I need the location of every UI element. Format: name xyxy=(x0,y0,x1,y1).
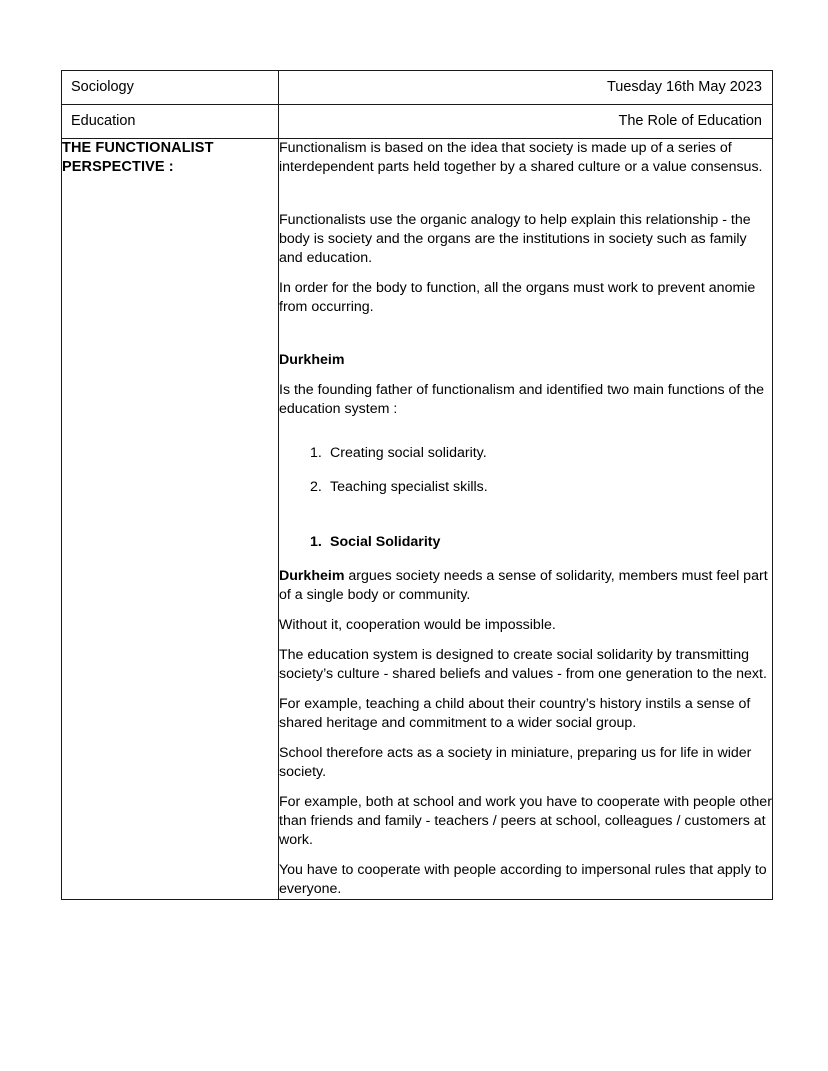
heading-durkheim: Durkheim xyxy=(279,352,345,368)
topic-cell xyxy=(62,105,279,139)
list-item-label: Creating social solidarity. xyxy=(330,445,487,461)
paragraph-example-cooperation: For example, both at school and work you have to cooperate with people other than friends and family - teachers / peers at school, colleagues / customers at work. xyxy=(279,794,772,848)
table-row-subject-date xyxy=(62,71,773,105)
list-marker: 1. xyxy=(310,445,322,461)
table-row-topic-title xyxy=(62,105,773,139)
lesson-title-cell xyxy=(279,105,773,139)
subheading-marker: 1. xyxy=(310,534,322,550)
paragraph-durkheim-functions-intro: Is the founding father of functionalism and identified two main functions of the education system : xyxy=(279,382,765,417)
subject-label: Sociology xyxy=(71,79,134,95)
paragraph-impersonal-rules: You have to cooperate with people according to impersonal rules that apply to everyone. xyxy=(279,862,767,897)
subsection-spacer xyxy=(279,497,772,533)
functions-list xyxy=(279,444,772,497)
lesson-notes-table xyxy=(61,70,773,900)
paragraph-society-in-miniature: School therefore acts as a society in miniature, preparing us for life in wider society. xyxy=(279,745,752,780)
paragraph-durkheim-solidarity-rest: argues society needs a sense of solidarity, members must feel part of a single body or community. xyxy=(279,568,768,603)
date-cell xyxy=(279,71,773,105)
list-item xyxy=(279,444,772,463)
list-item-label: Teaching specialist skills. xyxy=(330,479,488,495)
list-marker: 2. xyxy=(310,479,322,495)
paragraph-functionalism-definition: Functionalism is based on the idea that society is made up of a series of interdependent parts held together by a shared culture or a value consensus. xyxy=(279,140,763,175)
date-label: Tuesday 16th May 2023 xyxy=(606,79,762,95)
list-item xyxy=(279,478,772,497)
lesson-title-label: The Role of Education xyxy=(618,113,762,129)
inline-bold-durkheim: Durkheim xyxy=(279,568,345,584)
paragraph-example-history: For example, teaching a child about their country’s history instils a sense of shared heritage and commitment to a wider social group. xyxy=(279,696,751,731)
topic-label: Education xyxy=(71,113,136,129)
section-title-cell xyxy=(62,139,279,900)
paragraph-durkheim-solidarity xyxy=(279,567,772,605)
paragraph-without-cooperation: Without it, cooperation would be impossible. xyxy=(279,617,556,633)
paragraph-education-transmits-culture: The education system is designed to create social solidarity by transmitting society’s culture - shared beliefs and values - from one generation to the next. xyxy=(279,647,767,682)
list-spacer-top xyxy=(279,430,772,444)
section-title: THE FUNCTIONALIST PERSPECTIVE : xyxy=(62,140,214,175)
subheading-social-solidarity xyxy=(279,533,772,552)
table-row-content xyxy=(62,139,773,900)
paragraph-organic-analogy: Functionalists use the organic analogy to help explain this relationship - the body is society and the organs are the institutions in society such as family and education. xyxy=(279,212,751,266)
content-cell xyxy=(279,139,773,900)
paragraph-anomie: In order for the body to function, all the organs must work to prevent anomie from occurring. xyxy=(279,280,756,315)
subject-cell xyxy=(62,71,279,105)
subheading-label: Social Solidarity xyxy=(330,534,441,550)
